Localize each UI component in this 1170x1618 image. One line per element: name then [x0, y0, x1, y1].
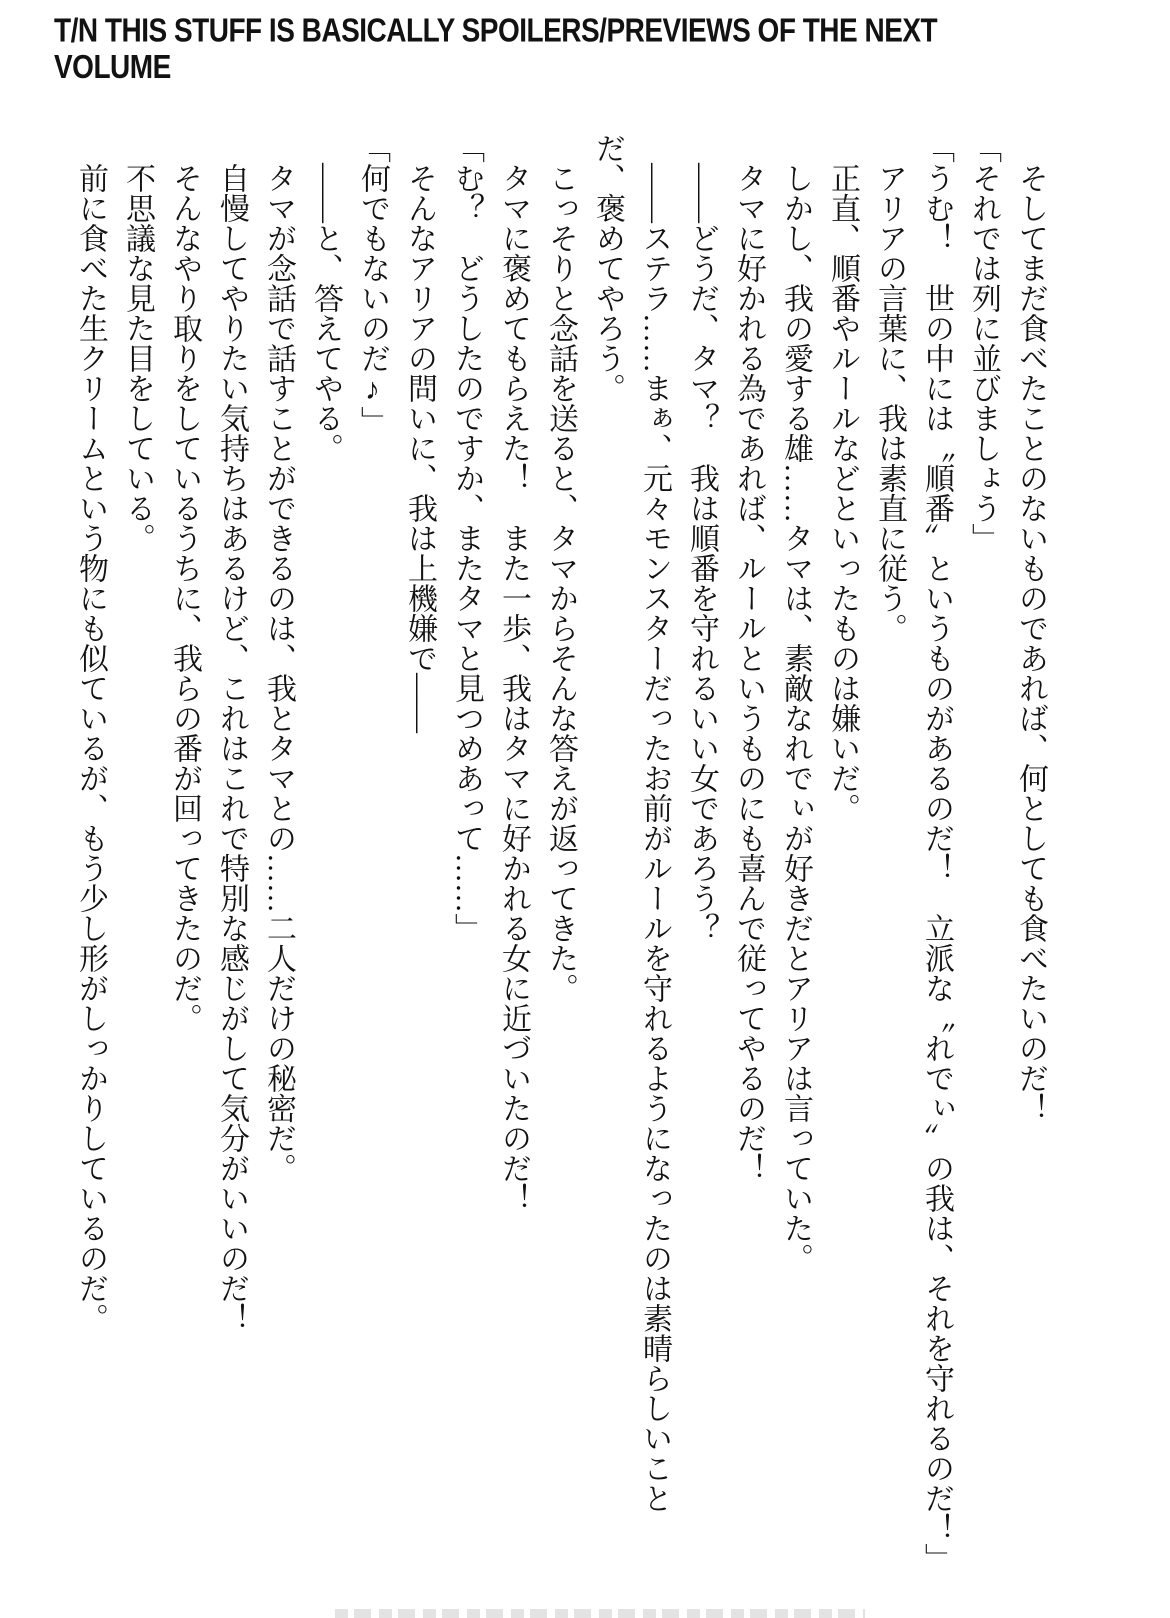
- text-column: そんなアリアの問いに、我は上機嫌で――: [403, 133, 436, 733]
- cutoff-credit-text: [335, 1609, 865, 1618]
- text-column: ――ステラ……まぁ、元々モンスターだったお前がルールを守れるようになったのは素晴らしいこと: [638, 133, 671, 1513]
- text-column: アリアの言葉に、我は素直に従う。: [873, 133, 906, 643]
- text-column: 正直、順番やルールなどといったものは嫌いだ。: [826, 133, 859, 823]
- text-column: 不思議な見た目をしている。: [121, 133, 154, 553]
- text-column: タマに褒めてもらえた！ また一歩、我はタマに好かれる女に近づいたのだ！: [497, 133, 530, 1213]
- text-column: ――どうだ、タマ？ 我は順番を守れるいい女であろう？: [685, 133, 718, 943]
- text-column: ――と、答えてやる。: [309, 133, 342, 463]
- translator-note: T/N THIS STUFF IS BASICALLY SPOILERS/PREVIEWS OF THE NEXT VOLUME: [54, 12, 938, 86]
- text-column: 「それでは列に並びましょう」: [967, 133, 1000, 553]
- text-column: そしてまだ食べたことのないものであれば、何としても食べたいのだ！: [1014, 133, 1047, 1123]
- text-column: こっそりと念話を送ると、タマからそんな答えが返ってきた。: [544, 133, 577, 1003]
- novel-text-block: [67, 133, 1054, 1573]
- text-column: タマに好かれる為であれば、ルールというものにも喜んで従ってやるのだ！: [732, 133, 765, 1183]
- text-column: そんなやり取りをしているうちに、我らの番が回ってきたのだ。: [168, 133, 201, 1033]
- text-column: 「うむ！ 世の中には〝順番〟というものがあるのだ！ 立派な〝れでぃ〟の我は、それを守れるのだ！」: [920, 133, 953, 1573]
- text-column: タマが念話で話すことができるのは、我とタマとの……二人だけの秘密だ。: [262, 133, 295, 1183]
- text-column: しかし、我の愛する雄……タマは、素敵なれでぃが好きだとアリアは言っていた。: [779, 133, 812, 1273]
- text-column: 「む？ どうしたのですか、またタマと見つめあって……」: [450, 133, 483, 943]
- text-column: 自慢してやりたい気持ちはあるけど、これはこれで特別な感じがして気分がいいのだ！: [215, 133, 248, 1333]
- text-column: 「何でもないのだ♪」: [356, 133, 389, 436]
- text-column: だ、褒めてやろう。: [591, 133, 624, 403]
- text-column: 前に食べた生クリームという物にも似ているが、もう少し形がしっかりしているのだ。: [74, 133, 107, 1333]
